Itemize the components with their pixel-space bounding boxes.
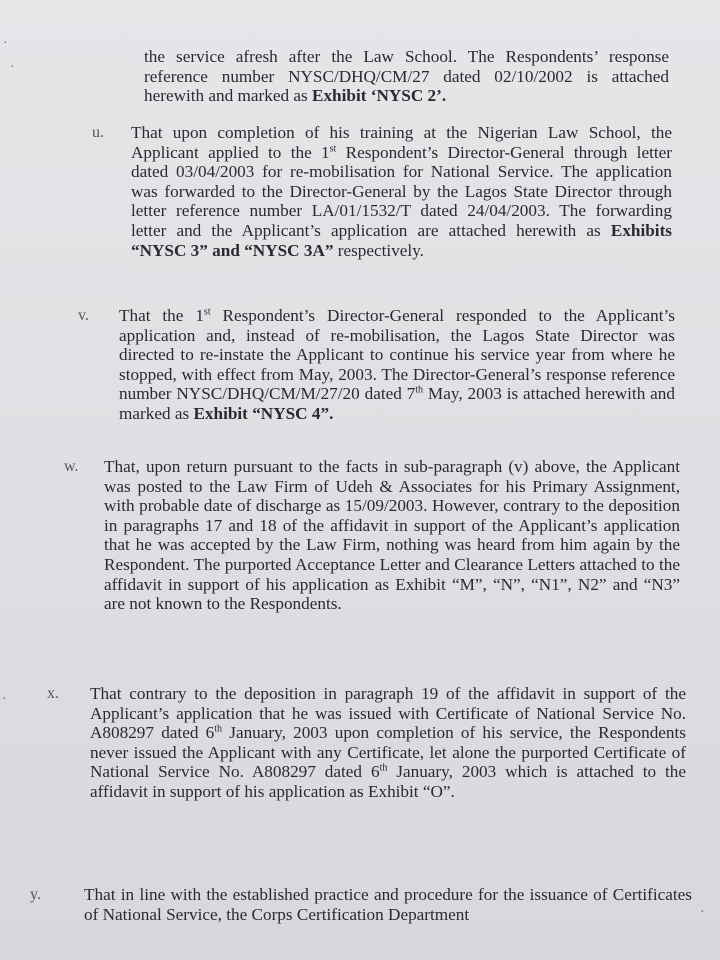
paragraph-text: That, upon return pursuant to the facts in sub-paragraph (v) above, the Applicant was posted to the Law Firm of Udeh & Associates for his Primary Assignment, with probable date of discharge as 15/09/2003. However, contrary to the deposition in paragraphs 17 and 18 of the affidavit in support of the Applicant’s application that he was accepted by the Law Firm, nothing was heard from him again by the Respondent. The purported Acceptance Letter and Clearance Letters attached to the affidavit in support of his application as Exhibit “M”, “N”, “N1”, N2” and “N3” are not known to the Respondents. <box>104 457 680 614</box>
paragraph-text: January, 2003 which is attached to the affidavit in support of his application as Exhibit “O”. <box>90 762 686 801</box>
paragraph-marker-u: u. <box>92 124 104 141</box>
paragraph-text: That contrary to the deposition in paragraph 19 of the affidavit in support of the Applicant’s application that he was issued with Certificate of National Service No. A808297 dated 6 <box>90 684 686 743</box>
superscript: th <box>214 723 223 735</box>
paragraph-marker-y: y. <box>30 886 41 903</box>
page-speck: · <box>10 60 15 75</box>
paragraph-text: May, 2003 is attached herewith and marked as <box>119 384 675 423</box>
paragraph-text: January, 2003 upon completion of his service, the Respondents never issued the Applicant with any Certificate, let alone the purported Certificate of National Service No. A808297 dated 6 <box>90 723 686 782</box>
paragraph-marker-x: x. <box>47 685 59 702</box>
paragraph-text: respectively. <box>333 240 424 260</box>
paragraph-text: That in line with the established practice and procedure for the issuance of Certificates of National Service, the Corps Certification Department <box>84 885 692 924</box>
page-speck: · <box>2 692 7 707</box>
paragraph-v <box>119 306 675 424</box>
superscript: th <box>379 762 388 774</box>
superscript: st <box>329 142 337 154</box>
intro-text: the service afresh after the Law School. The Respondents’ response reference number NYSC/DHQ/CM/27 dated 02/10/2002 is attached herewith and marked as <box>144 47 669 106</box>
paragraph-w <box>104 457 680 614</box>
page-speck: · <box>700 905 705 920</box>
superscript: st <box>203 306 211 318</box>
paragraph-text: Respondent’s Director-General responded to the Applicant’s application and, instead of re-mobilisation, the Lagos State Director was directed to re-instate the Applicant to continue his service year from where he stopped, with effect from May, 2003. The Director-General’s response reference number NYSC/DHQ/CM/M/27/20 dated 7 <box>119 306 675 404</box>
paragraph-u <box>131 123 672 260</box>
exhibit-label: Exhibits “NYSC 3” and “NYSC 3A” <box>131 220 672 260</box>
page-speck: · <box>3 36 8 51</box>
paragraph-text: That the 1 <box>119 306 204 325</box>
paragraph-text: Respondent’s Director-General through letter dated 03/04/2003 for re-mobilisation for National Service. The application was forwarded to the Director-General by the Lagos State Director through letter reference number LA/01/1532/T dated 24/04/2003. The forwarding letter and the Applicant’s application are attached herewith as <box>131 142 672 240</box>
paragraph-marker-v: v. <box>78 307 89 324</box>
paragraph-y <box>84 885 692 924</box>
exhibit-label: Exhibit “NYSC 4”. <box>193 403 334 423</box>
exhibit-label: Exhibit ‘NYSC 2’. <box>312 86 447 106</box>
paragraph-marker-w: w. <box>64 458 79 475</box>
paragraph-x <box>90 684 686 802</box>
superscript: th <box>415 384 424 396</box>
paragraph-text: That upon completion of his training at the Nigerian Law School, the Applicant applied to the 1 <box>131 123 672 162</box>
intro-paragraph <box>144 47 669 106</box>
